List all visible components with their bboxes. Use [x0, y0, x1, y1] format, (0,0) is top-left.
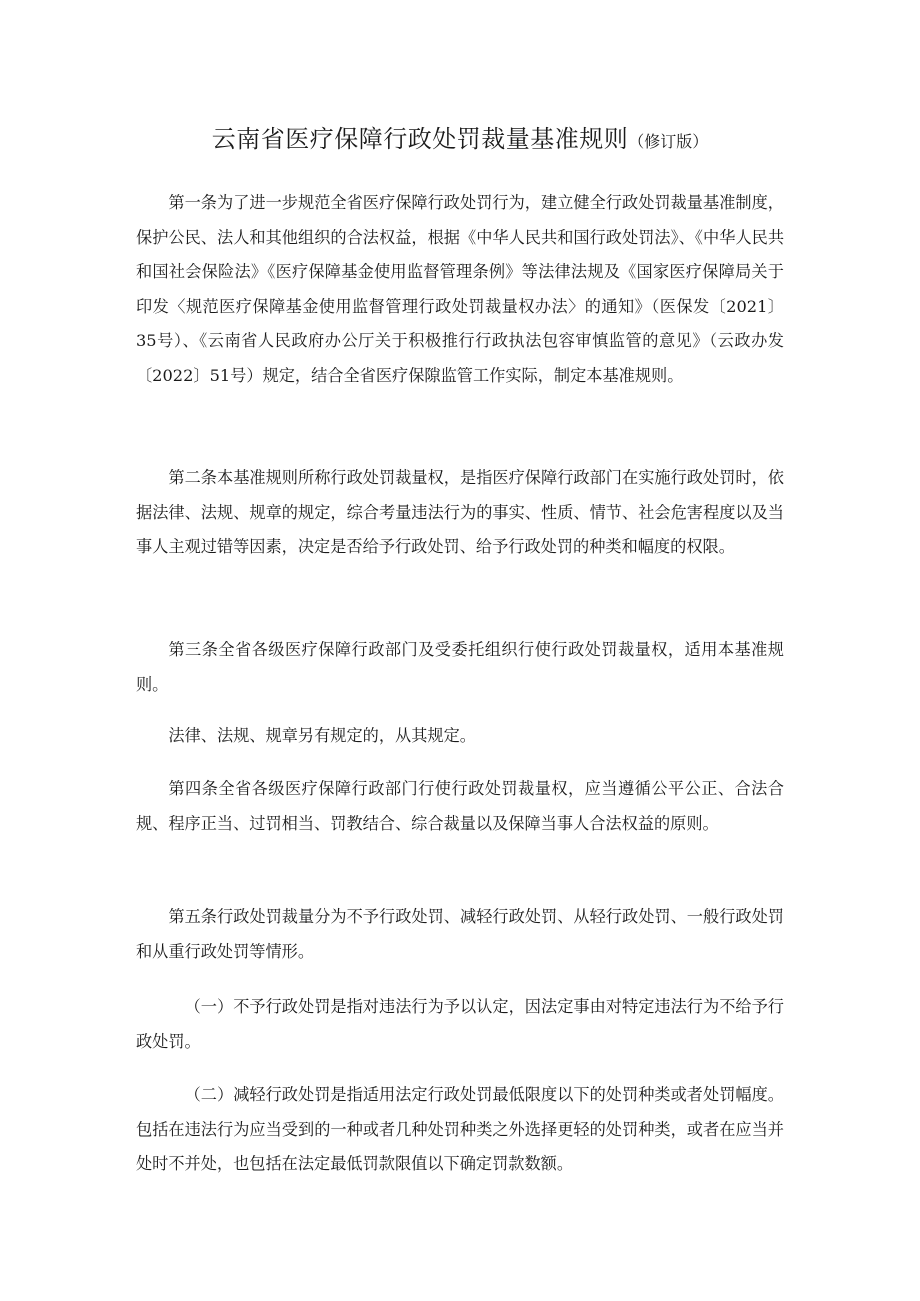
article-2-paragraph: 第二条本基准规则所称行政处罚裁量权，是指医疗保障行政部门在实施行政处罚时，依据法律、法规、规章的规定，综合考量违法行为的事实、性质、情节、社会危害程度以及当事人主观过错等因素，决定是否给予行政处罚、给予行政处罚的种类和幅度的权限。: [136, 468, 784, 556]
article-5-item-1-paragraph: （一）不予行政处罚是指对违法行为予以认定，因法定事由对特定违法行为不给予行政处罚。: [136, 997, 784, 1051]
article-1-paragraph: 第一条为了进一步规范全省医疗保障行政处罚行为，建立健全行政处罚裁量基准制度，保护公民、法人和其他组织的合法权益，根据《中华人民共和国行政处罚法》、《中华人民共和国社会保险法》《医疗保障基金使用监督管理条例》等法律法规及《国家医疗保障局关于印发〈规范医疗保障基金使用监督管理行政处罚裁量权办法〉的通知》（医保发〔2021〕35号）、《云南省人民政府办公厅关于积极推行行政执法包容审慎监管的意见》（云政办发〔2022〕51号）规定，结合全省医疗保隙监管工作实际，制定本基准规则。: [136, 193, 784, 385]
article-3-paragraph: 第三条全省各级医疗保障行政部门及受委托组织行使行政处罚裁量权，适用本基准规则。: [136, 640, 784, 694]
article-4-paragraph: 第四条全省各级医疗保障行政部门行使行政处罚裁量权，应当遵循公平公正、合法合规、程序正当、过罚相当、罚教结合、综合裁量以及保障当事人合法权益的原则。: [136, 779, 784, 833]
article-5-paragraph: 第五条行政处罚裁量分为不予行政处罚、减轻行政处罚、从轻行政处罚、一般行政处罚和从重行政处罚等情形。: [136, 907, 784, 961]
document-title-suffix: （修订版）: [628, 132, 709, 151]
article-5-item-2-paragraph: （二）减轻行政处罚是指适用法定行政处罚最低限度以下的处罚种类或者处罚幅度。包括在违法行为应当受到的一种或者几种处罚种类之外选择更轻的处罚种类，或者在应当并处时不并处，也包括在法定最低罚款限值以下确定罚款数额。: [136, 1085, 784, 1173]
article-3-exception-paragraph: 法律、法规、规章另有规定的，从其规定。: [168, 726, 476, 745]
document-title-line: [0, 122, 920, 159]
document-title: 云南省医疗保障行政处罚裁量基准规则: [211, 125, 629, 153]
